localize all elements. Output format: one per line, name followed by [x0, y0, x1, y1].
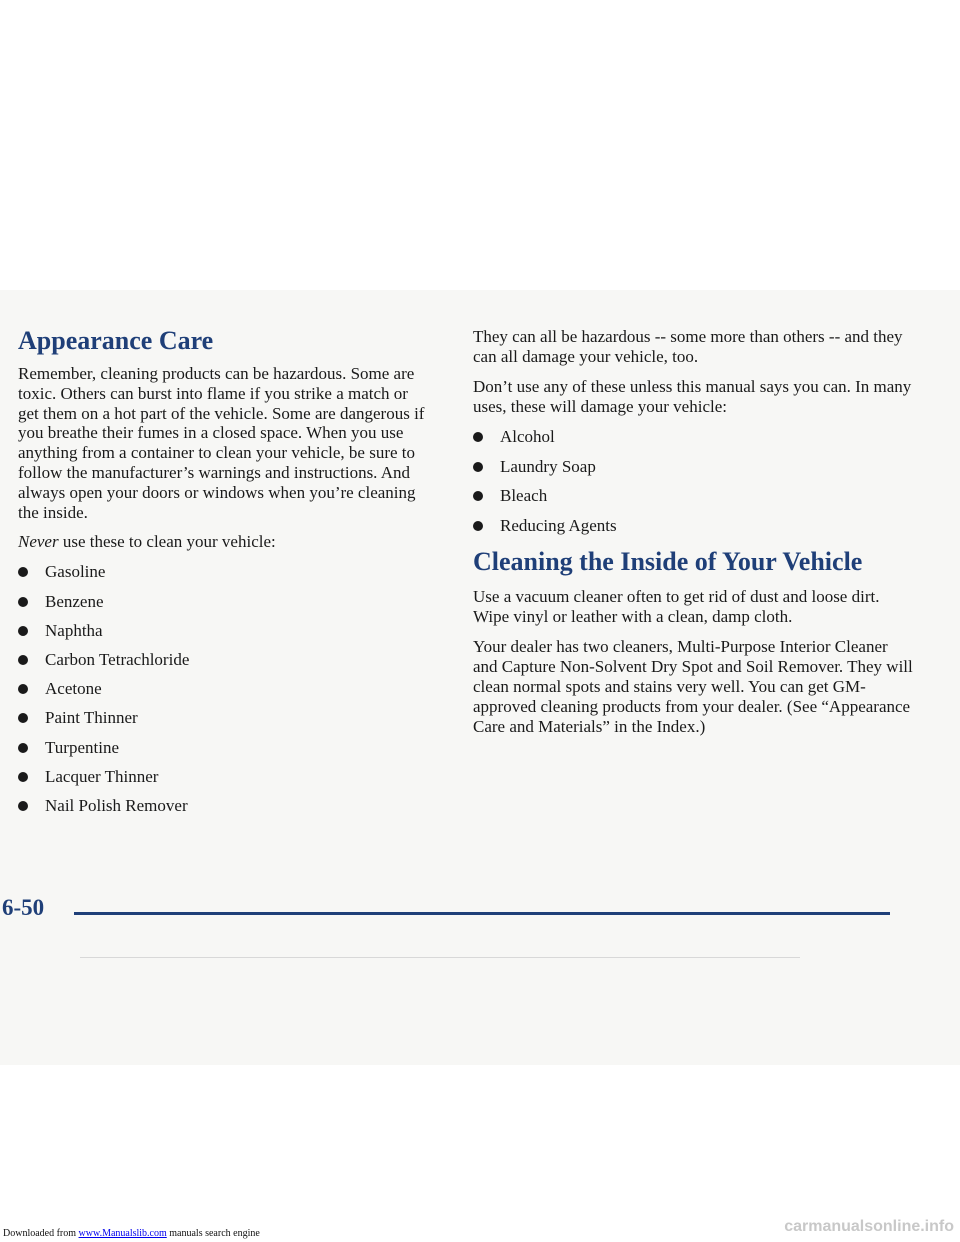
list-item: Turpentine — [18, 738, 428, 758]
dont-use-paragraph: Don’t use any of these unless this manual says you can. In many uses, these will damage your vehicle: — [473, 377, 912, 416]
vacuum-paragraph: Use a vacuum cleaner often to get rid of dust and loose dirt. Wipe vinyl or leather with a clean, damp cloth. — [473, 587, 880, 627]
scan-line — [80, 957, 800, 958]
dealer-cleaners-paragraph: Your dealer has two cleaners, Multi-Purpose Interior Cleaner and Capture Non-Solvent Dry Spot and Soil Remover. They will clean normal spots and stains very well. You can get GM-approved cleaning products from your dealer. (See “Appearance Care and Materials” in the Index.) — [473, 637, 913, 737]
hazard-paragraph: They can all be hazardous -- some more than others -- and they can all damage your vehicle, too. — [473, 327, 903, 366]
page-number: 6-50 — [2, 895, 45, 920]
bullet-icon — [18, 655, 28, 665]
list-item: Bleach — [473, 486, 913, 506]
list-item: Alcohol — [473, 427, 913, 447]
bullet-icon — [18, 626, 28, 636]
page-footer — [0, 895, 960, 935]
download-credit: Downloaded from www.Manualslib.com manuals search engine — [3, 1228, 260, 1239]
list-item: Reducing Agents — [473, 516, 913, 536]
list-item: Lacquer Thinner — [18, 767, 428, 787]
bullet-icon — [18, 597, 28, 607]
bullet-icon — [18, 801, 28, 811]
bullet-icon — [473, 491, 483, 501]
bullet-icon — [473, 521, 483, 531]
section-title-appearance-care: Appearance Care — [18, 326, 214, 355]
list-item: Gasoline — [18, 562, 428, 582]
list-item: Laundry Soap — [473, 457, 913, 477]
list-item: Nail Polish Remover — [18, 796, 428, 816]
bullet-icon — [18, 684, 28, 694]
never-sentence-rest: use these to clean your vehicle: — [58, 532, 276, 552]
right-column — [473, 327, 913, 747]
never-emphasis: Never — [18, 532, 59, 552]
bullet-icon — [18, 567, 28, 577]
list-item: Naphtha — [18, 621, 428, 641]
watermark: carmanualsonline.info — [784, 1218, 954, 1235]
damage-list — [473, 427, 913, 536]
list-item: Acetone — [18, 679, 428, 699]
bullet-icon — [473, 432, 483, 442]
left-column — [18, 324, 428, 825]
footer-rule — [74, 912, 890, 915]
list-item: Paint Thinner — [18, 708, 428, 728]
section-title-cleaning-inside: Cleaning the Inside of Your Vehicle — [473, 547, 863, 577]
bullet-icon — [473, 462, 483, 472]
bullet-icon — [18, 713, 28, 723]
never-use-list — [18, 562, 428, 816]
bullet-icon — [18, 743, 28, 753]
list-item: Benzene — [18, 592, 428, 612]
bullet-icon — [18, 772, 28, 782]
manualslib-link[interactable]: www.Manualslib.com — [78, 1228, 167, 1239]
never-sentence — [18, 532, 428, 552]
intro-paragraph: Remember, cleaning products can be hazardous. Some are toxic. Others can burst into flame if you strike a match or get them on a hot part of the vehicle. Some are dangerous if you breathe their fumes in a closed space. When you use anything from a container to clean your vehicle, be sure to follow the manufacturer’s warnings and instructions. And always open your doors or windows when you’re cleaning the inside. — [18, 364, 425, 522]
list-item: Carbon Tetrachloride — [18, 650, 428, 670]
